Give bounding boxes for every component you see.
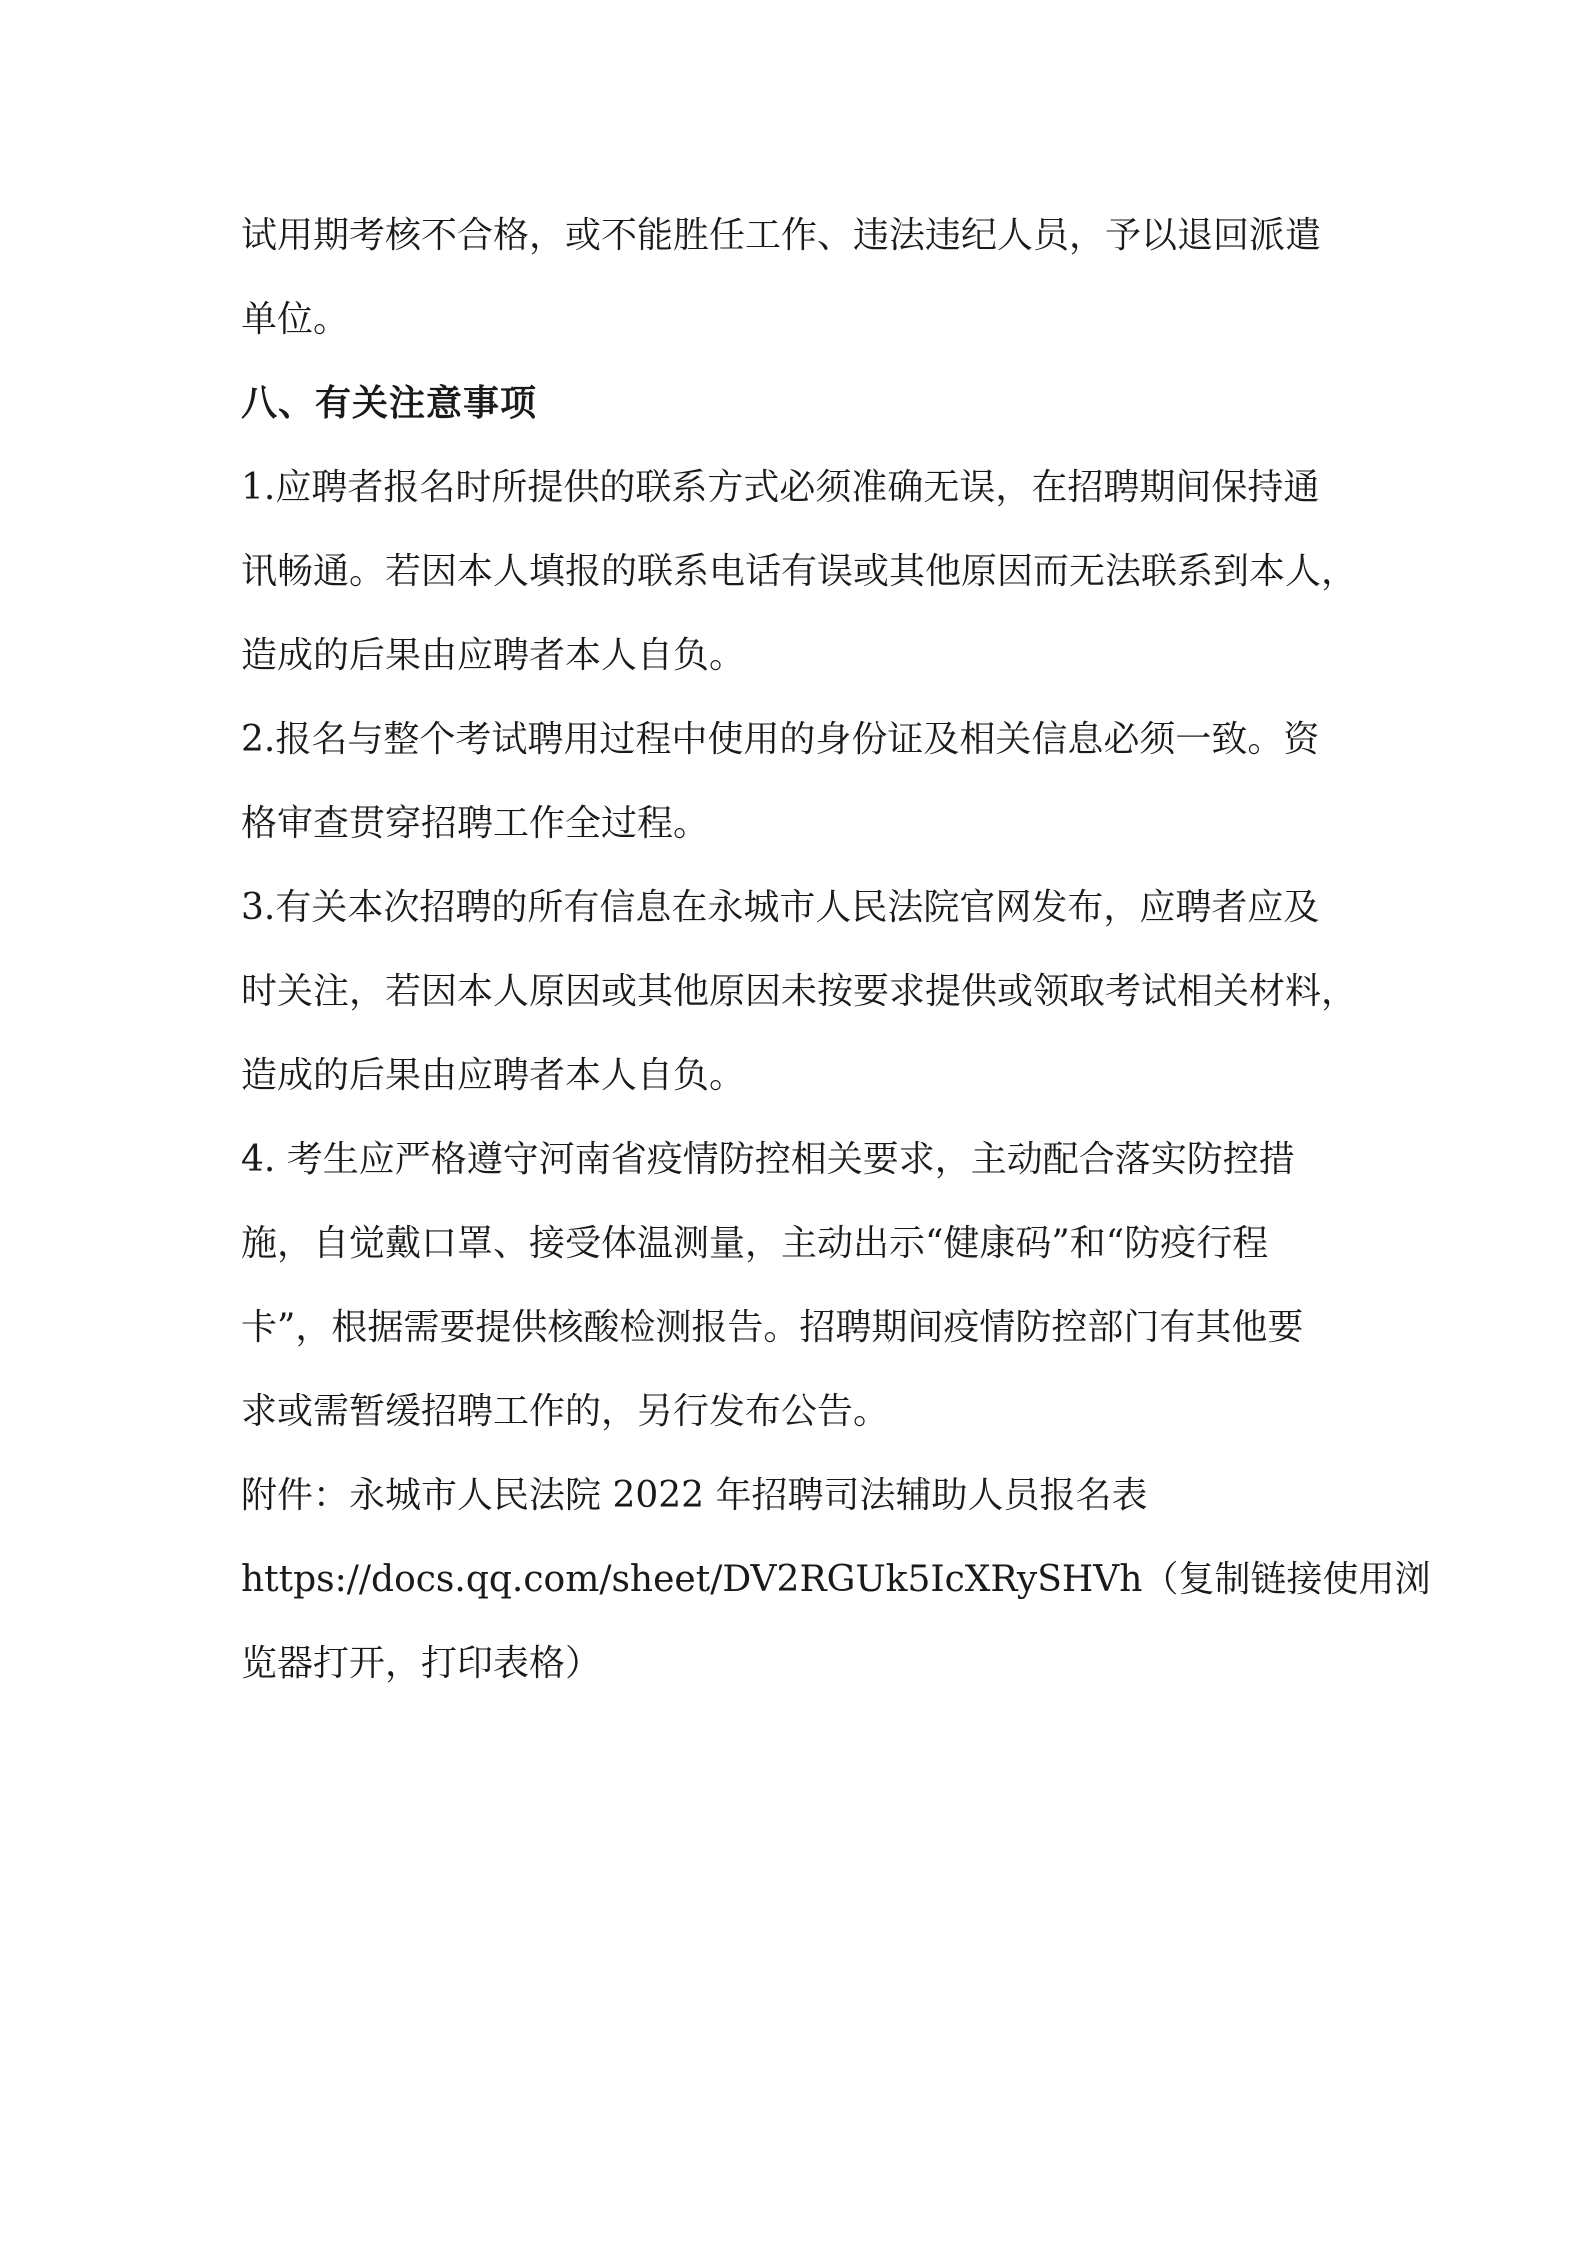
paragraph-line: 2.报名与整个考试聘用过程中使用的身份证及相关信息必须一致。资: [241, 719, 1320, 760]
paragraph-line: 施，自觉戴口罩、接受体温测量，主动出示“健康码”和“防疫行程: [241, 1223, 1269, 1264]
section-heading: 八、有关注意事项: [241, 383, 538, 424]
paragraph-line: 讯畅通。若因本人填报的联系电话有误或其他原因而无法联系到本人，: [241, 551, 1358, 592]
paragraph-line: 1.应聘者报名时所提供的联系方式必须准确无误，在招聘期间保持通: [241, 467, 1320, 508]
paragraph-line: 试用期考核不合格，或不能胜任工作、违法违纪人员，予以退回派遣: [241, 215, 1322, 256]
paragraph-line: 4. 考生应严格遵守河南省疫情防控相关要求，主动配合落实防控措: [241, 1139, 1295, 1180]
attachment-link-line: https://docs.qq.com/sheet/DV2RGUk5IcXRySHVh（复制链接使用浏: [241, 1559, 1431, 1600]
paragraph-line: 造成的后果由应聘者本人自负。: [241, 635, 746, 676]
paragraph-line: 造成的后果由应聘者本人自负。: [241, 1055, 746, 1096]
paragraph-line: 格审查贯穿招聘工作全过程。: [241, 803, 710, 844]
paragraph-line: 求或需暂缓招聘工作的，另行发布公告。: [241, 1391, 890, 1432]
paragraph-line: 单位。: [241, 299, 350, 340]
paragraph-line: 览器打开，打印表格）: [241, 1643, 602, 1684]
paragraph-line: 3.有关本次招聘的所有信息在永城市人民法院官网发布，应聘者应及: [241, 887, 1320, 928]
attachment-line: 附件：永城市人民法院 2022 年招聘司法辅助人员报名表: [241, 1475, 1148, 1516]
paragraph-line: 卡”，根据需要提供核酸检测报告。招聘期间疫情防控部门有其他要: [241, 1307, 1304, 1348]
paragraph-line: 时关注，若因本人原因或其他原因未按要求提供或领取考试相关材料，: [241, 971, 1358, 1012]
